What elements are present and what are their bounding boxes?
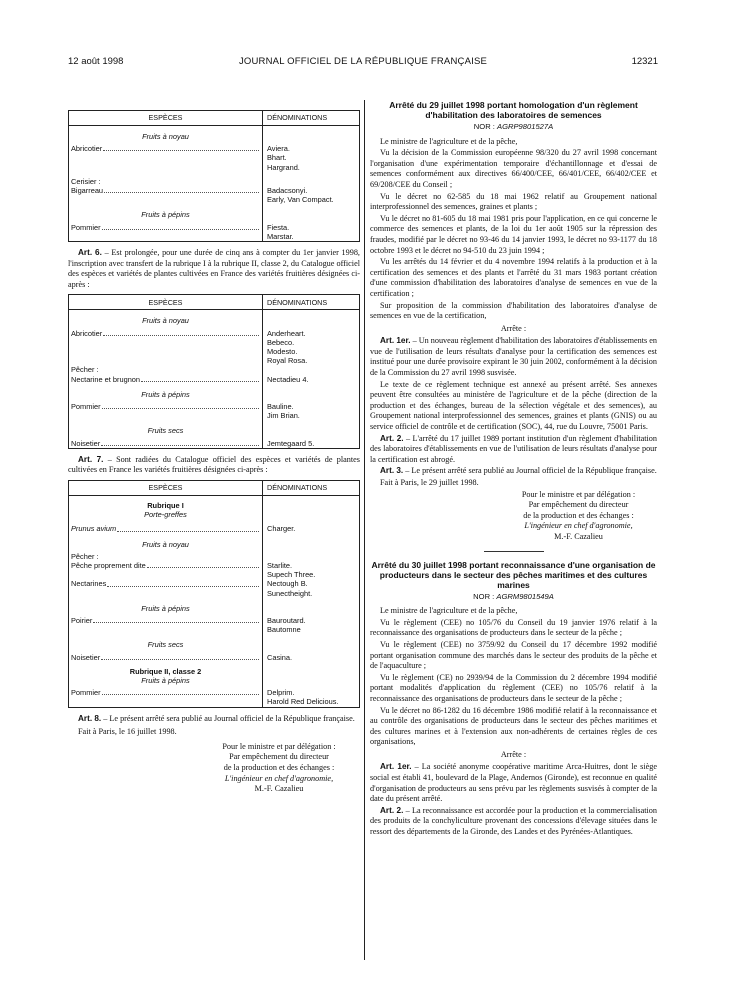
section-porte-greffes: Porte-greffes (144, 510, 187, 520)
right-column: Arrêté du 29 juillet 1998 portant homologation d'un règlement d'habilitation des laboratoires de semences NOR : AGRP9801527A Le ministre de l'agriculture et de la pêche, Vu la décision de la Commission européenne 98/320 du 27 avril 1998 concernant l'organisation d'une expérimentation temporaire d'échantillonnage et d'essai de semences conformément aux directives 66/400/CEE, 66/401/CEE, 66/402/CEE et 69/208/CEE du Conseil ; Vu le décret no 62-585 du 18 mai 1962 relatif au Groupement national interprofessionnel des semences, graines et plants ; Vu le décret no 81-605 du 18 mai 1981 pris pour l'application, en ce qui concerne le commerce des semences et plants, de la loi du 1er août 1905 sur la répression des fraudes, modifié par le décret no 93-46 du 14 janvier 1993, le décret no 93-1177 du 18 octobre 1993 et le décret no 94-510 du 23 juin 1994 ; Vu les arrêtés du 14 février et du 4 novembre 1994 relatifs à la production et à la certification des semences et des plants et l'arrêté du 31 mars 1983 portant création d'une commission d'habilitation des laboratoires d'analyse de semences en vue de la certification ; Sur proposition de la commission d'habilitation des laboratoires d'analyse de semences en vue de la certification, Arrête : Art. 1er. – Un nouveau règlement d'habilitation des laboratoires d'établissements en vue de l'utilisation de leurs résultats d'analyse pour la certification des semences est institué pour une durée provisoire expirant le 30 juin 2002, conformément à la décision de la Commission du 27 avril 1998 susvisée. Le texte de ce règlement technique est annexé au présent arrêté. Ses annexes peuvent être consultées au ministère de l'agriculture et de la pêche (direction de la production et des échanges, bureau de la sélection végétale et des semences), au Groupement national interprofessionnel des semences, graines et plants (GNIS) ou au service officiel de contrôle et de certification (SOC), 44, rue du Louvre, 75001 Paris. Art. 2. – L'arrêté du 17 juillet 1989 portant institution d'un règlement d'habilitation des laboratoires d'établissements en vue de l'utilisation de leurs résultats d'analyse pour la certification est abrogé. Art. 3. – Le présent arrêté sera publié au Journal officiel de la République française. Fait à Paris, le 29 juillet 1998. Pour le ministre et par délégation : Par empêchement du directeur de la production et des échanges : L'ingénieur en chef d'agronomie, M.-F. Cazalieu Arrêté du 30 juillet 1998 portant reconnaissance d'une organisation de producteurs dans le secteur des pêches maritimes et des cultures marines NOR : AGRM9801549A Le ministre de l'agriculture et de la pêche, Vu le règlement (CEE) no 105/76 du Conseil du 19 janvier 1976 relatif à la reconnaissance des organisations de producteurs dans le secteur de la pêche ; Vu le règlement (CEE) no 3759/92 du Conseil du 17 décembre 1992 modifié portant organisation commune des marchés dans le secteur des produits de la pêche et de l'aquaculture ; Vu le règlement (CE) no 2939/94 de la Commission du 2 décembre 1994 modifié portant modalités d'application du règlement (CEE) no 105/76 relatif à la reconnaissance des organisations de producteurs dans le secteur de la pêche ; Vu le décret no 86-1282 du 16 décembre 1986 modifié relatif à la reconnaissance et au contrôle des organisations de producteurs dans le secteur des pêches maritimes et des cultures marines et à l'extension aux non-adhérents de certaines règles de ces organisations, Arrête : Art. 1er. – La société anonyme coopérative maritime Arca-Huitres, dont le siège social est établi 41, boulevard de la Plage, Andernos (Gironde), est reconnue en qualité d'organisation de producteurs au sens prévu par les règlements susvisés à compter de la date du présent arrêté. Art. 2. – La reconnaissance est accordée pour la production et la commercialisation des produits de la conchyliculture provenant des concessions d'élevage situées dans le ressort des départements de la Gironde, des Landes et des Pyrénées-Atlantiques. (370, 100, 658, 837)
article-label: Art. 8. (78, 713, 102, 723)
variety-name: Badacsonyi. (267, 186, 308, 196)
signature-place-date: Fait à Paris, le 16 juillet 1998. (78, 727, 177, 737)
variety-name: Delprim. (267, 688, 295, 698)
signature-place-date: Fait à Paris, le 29 juillet 1998. (380, 478, 479, 487)
article-label: Art. 7. (78, 454, 104, 464)
species-noisetier: Noisetier (71, 652, 101, 662)
decree-2-title: Arrêté du 30 juillet 1998 portant reconnaissance d'une organisation de producteurs dans le secteur des pêches maritimes et des cultures marines (371, 559, 656, 590)
section-fruits-pepins: Fruits à pépins (141, 676, 190, 686)
signature-block: Pour le ministre et par délégation : Par empêchement du directeur de la production et des échanges : L'ingénieur en chef d'agronomie, M.-F. Cazalieu (370, 490, 657, 543)
decree-2-article-1: Art. 1er. – La société anonyme coopérative maritime Arca-Huitres, dont le siège social est établi 41, boulevard de la Plage, Andernos (Gironde), est reconnue en qualité d'organisation de producteurs au sens prévu par les règlements susvisés à compter de la date du présent arrêté. (370, 762, 658, 804)
header-date: 12 août 1998 (68, 56, 124, 67)
variety-name: Anderheart. (267, 328, 306, 338)
article-label: Art. 6. (78, 248, 102, 258)
species-peche: Pêche proprement dite (71, 561, 146, 571)
variety-name: Jemtegaard 5. (267, 438, 315, 448)
variety-name: Marstar. (267, 231, 294, 241)
header-journal-title: JOURNAL OFFICIEL DE LA RÉPUBLIQUE FRANÇAISE (238, 56, 488, 67)
species-pecher: Pêcher : (71, 551, 99, 561)
variety-name: Charger. (267, 524, 296, 534)
species-pommier: Pommier (71, 402, 101, 412)
decree-1-title: Arrêté du 29 juillet 1998 portant homologation d'un règlement d'habilitation des laboratoires de semences (389, 100, 638, 120)
header-page-number: 12321 (631, 56, 658, 67)
article-6: Art. 6. – Est prolongée, pour une durée de cinq ans à compter du 1er janvier 1998, l'inscription avec transfert de la rubrique I à la rubrique II, classe 2, du Catalogue officiel des espèces et variétés de plantes cultivées en France des variétés fruitières désignées ci-après : (68, 248, 360, 289)
variety-name: Bhart. (267, 153, 287, 163)
variety-name: Royal Rosa. (267, 356, 308, 366)
decree-1-nor: NOR : AGRP9801527A (473, 122, 554, 131)
section-fruits-secs: Fruits secs (147, 640, 184, 650)
species-abricotier: Abricotier (71, 328, 103, 338)
col-header-especes: ESPÈCES (69, 481, 263, 496)
variety-name: Fiesta. (267, 222, 290, 232)
rubrique-heading: Rubrique I (147, 501, 184, 511)
variety-name: Bauroutard. (267, 616, 306, 626)
arrete-label: Arrête : (500, 749, 527, 759)
variety-name: Jim Brian. (267, 411, 300, 421)
varieties-table-2 (68, 294, 360, 448)
separator-rule (484, 551, 544, 552)
section-fruits-noyau: Fruits à noyau (142, 539, 189, 549)
species-abricotier: Abricotier (71, 144, 103, 154)
col-header-denominations: DÉNOMINATIONS (263, 481, 360, 496)
column-divider (364, 100, 365, 960)
variety-name: Aviera. (267, 144, 290, 154)
signatory-name: M.-F. Cazalieu (554, 531, 603, 541)
article-7: Art. 7. – Sont radiées du Catalogue officiel des espèces et variétés de plantes cultivées en France les variétés fruitières désignées ci-après : (68, 454, 360, 475)
species-poirier: Poirier (71, 616, 93, 626)
page-header (68, 56, 658, 72)
variety-name: Sunectheight. (267, 588, 313, 598)
signature-block: Pour le ministre et par délégation : Par empêchement du directeur de la production et des échanges : L'ingénieur en chef d'agronomie, M.-F. Cazalieu (68, 742, 360, 795)
species-nectarines: Nectarines (71, 579, 107, 589)
variety-name: Nectadieu 4. (267, 374, 309, 384)
species-cerisier: Cerisier : (71, 176, 101, 186)
article-8: Art. 8. – Le présent arrêté sera publié au Journal officiel de la République française. (78, 713, 355, 723)
col-header-especes: ESPÈCES (69, 111, 263, 126)
col-header-denominations: DÉNOMINATIONS (263, 111, 360, 126)
variety-name: Bautomne (267, 625, 301, 635)
decree-2-nor: NOR : AGRM9801549A (473, 591, 554, 601)
species-nectarine: Nectarine et brugnon (71, 374, 141, 384)
variety-name: Hargrand. (267, 162, 300, 172)
species-pecher: Pêcher : (71, 365, 99, 375)
section-fruits-pepins: Fruits à pépins (141, 389, 190, 399)
variety-name: Bebeco. (267, 337, 295, 347)
section-fruits-secs: Fruits secs (147, 426, 184, 436)
arrete-label: Arrête : (500, 323, 527, 333)
col-header-denominations: DÉNOMINATIONS (263, 295, 360, 310)
variety-name: Casina. (267, 652, 293, 662)
species-prunus-avium: Prunus avium (71, 524, 117, 534)
section-fruits-pepins: Fruits à pépins (141, 603, 190, 613)
species-noisetier: Noisetier (71, 438, 101, 448)
species-bigarreau: Bigarreau (71, 186, 104, 196)
decree-1-article-3: Art. 3. – Le présent arrêté sera publié au Journal officiel de la République française. (380, 466, 657, 476)
species-pommier: Pommier (71, 222, 101, 232)
col-header-especes: ESPÈCES (69, 295, 263, 310)
variety-name: Harold Red Delicious. (267, 697, 339, 707)
variety-name: Bauline. (267, 402, 294, 412)
species-pommier: Pommier (71, 688, 101, 698)
signatory-name: M.-F. Cazalieu (254, 784, 304, 794)
varieties-table-1 (68, 110, 360, 242)
varieties-table-3 (68, 480, 360, 708)
variety-name: Early, Van Compact. (267, 195, 334, 205)
variety-name: Starlite. (267, 561, 293, 571)
decree-1-article-1: Art. 1er. – Un nouveau règlement d'habilitation des laboratoires d'établissements en vue de l'utilisation de leurs résultats d'analyse pour la certification des semences est institué pour une durée provisoire expirant le 30 juin 2002, conformément à la décision de la Commission du 27 avril 1998 susvisée. (370, 336, 658, 378)
left-column (68, 100, 360, 795)
section-fruits-pepins: Fruits à pépins (141, 210, 190, 220)
decree-1-article-2: Art. 2. – L'arrêté du 17 juillet 1989 portant institution d'un règlement d'habilitation des laboratoires d'établissements en vue de l'utilisation de leurs résultats d'analyse pour la certification est abrogé. (370, 433, 657, 464)
variety-name: Supech Three. (267, 570, 316, 580)
decree-2-article-2: Art. 2. – La reconnaissance est accordée pour la production et la commercialisation des produits de la conchyliculture provenant des concessions d'élevage situées dans le ressort des départements de la Gironde, des Landes et des Pyrénées-Atlantiques. (370, 805, 657, 837)
section-fruits-noyau: Fruits à noyau (142, 316, 189, 326)
variety-name: Nectough B. (267, 579, 308, 589)
variety-name: Modesto. (267, 347, 298, 357)
rubrique-heading: Rubrique II, classe 2 (129, 666, 202, 676)
section-fruits-noyau: Fruits à noyau (142, 132, 189, 141)
